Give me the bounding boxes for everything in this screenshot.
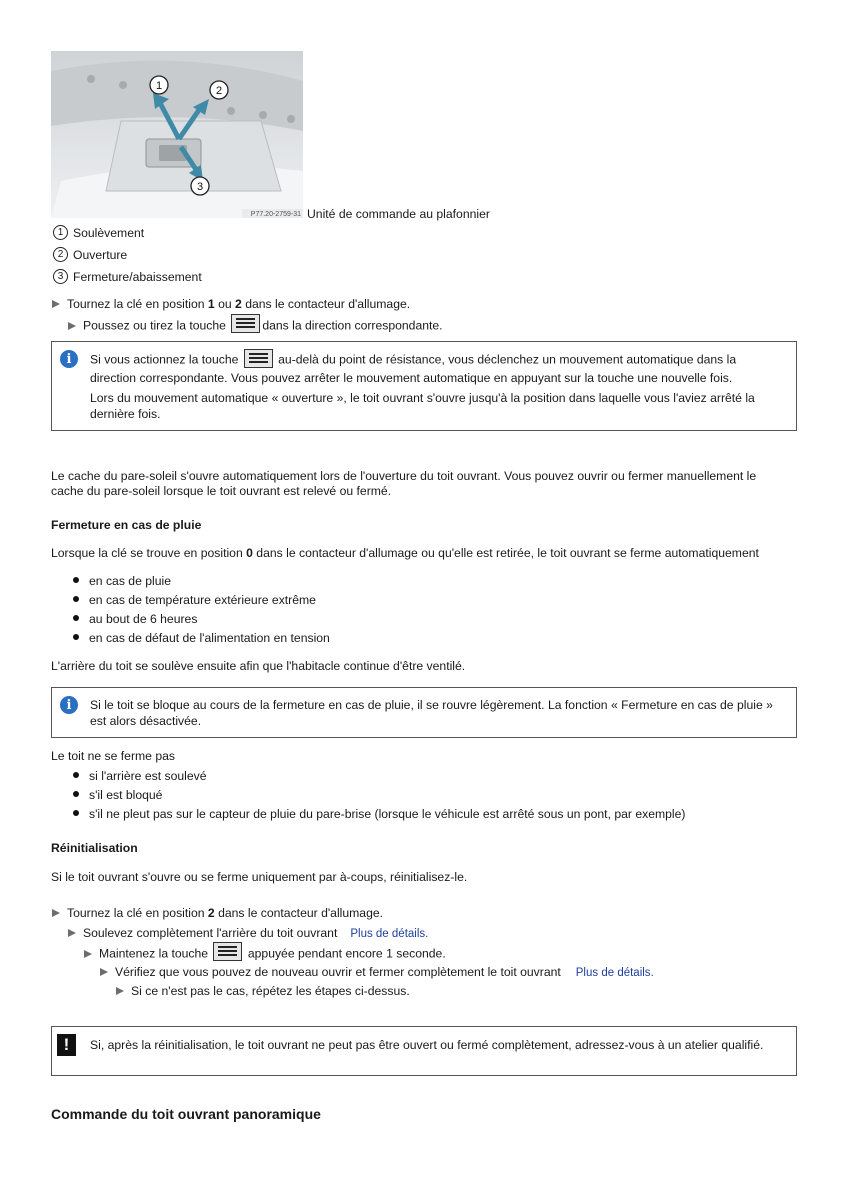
svg-text:2: 2 (215, 85, 223, 97)
info-text-part: Si vous actionnez la touche (90, 352, 242, 367)
number-3-icon: 3 (53, 269, 68, 284)
more-details-link[interactable]: Plus de détails (575, 967, 651, 979)
bullet-dot (73, 615, 79, 621)
sunroof-key-icon (231, 314, 260, 333)
number-1-icon: 1 (53, 225, 68, 240)
bullet-dot (73, 772, 79, 778)
step-arrow-icon (68, 929, 76, 937)
step-text: Maintenez la touche (99, 946, 212, 961)
reset-step-hold-key (84, 945, 446, 964)
list-item: si l'arrière est soulevé (89, 769, 207, 783)
paragraph-sunshade-line2: cache du pare-soleil lorsque le toit ouvrant est relevé ou fermé. (51, 484, 392, 498)
info-text: Si le toit se bloque au cours de la fermeture en cas de pluie, il se rouvre légèrement. La fonction « Fermeture en cas de pluie » est alors désactivée. (90, 698, 773, 728)
step-turn-key (52, 297, 410, 311)
reset-step-verify (100, 965, 654, 979)
warning-text: Si, après la réinitialisation, le toit ouvrant ne peut pas être ouvert ou fermé complètement, adressez-vous à un atelier qualifié. (90, 1038, 764, 1052)
warning-icon: ! (57, 1034, 76, 1056)
step-text: Poussez ou tirez la touche (83, 318, 230, 333)
step-text: Tournez la clé en position (67, 906, 208, 920)
figure-code: P77.20-2759-31 (250, 211, 301, 218)
step-arrow-icon (52, 300, 60, 308)
paragraph-reset: Si le toit ouvrant s'ouvre ou se ferme uniquement par à-coups, réinitialisez-le. (51, 870, 468, 884)
position-value: 0 (246, 546, 253, 560)
roof-control-illustration (51, 51, 303, 218)
paragraph-sunshade-line1: Le cache du pare-soleil s'ouvre automatiquement lors de l'ouverture du toit ouvrant. Vous pouvez ouvrir ou fermer manuellement le (51, 469, 757, 483)
number-2-icon: 2 (53, 247, 68, 262)
legend-item-2 (53, 248, 127, 263)
step-text: dans le contacteur d'allumage. (214, 906, 384, 920)
step-text: Tournez la clé en position (67, 297, 208, 311)
sunroof-key-icon (213, 942, 242, 961)
control-unit-figure (51, 51, 303, 218)
step-arrow-icon (68, 322, 76, 330)
step-text: ou (214, 297, 236, 311)
bullet-dot (73, 596, 79, 602)
legend-item-3 (53, 270, 202, 285)
step-text: Vérifiez que vous pouvez de nouveau ouvrir et fermer complètement le toit ouvrant (115, 965, 561, 979)
info-icon: i (60, 696, 78, 714)
info-text-part: au-delà du point de résistance, vous déclenchez un mouvement automatique dans la direction correspondante. Vous pouvez arrêter le mouvement automatique en appuyant sur la touche une nouvelle fois. (90, 352, 737, 385)
step-text: appuyée pendant encore 1 seconde. (244, 946, 446, 961)
paragraph-text: Lorsque la clé se trouve en position (51, 546, 247, 560)
figure-caption: Unité de commande au plafonnier (307, 207, 490, 221)
heading-reset: Réinitialisation (51, 841, 138, 855)
info-text-second: Lors du mouvement automatique « ouverture », le toit ouvrant s'ouvre jusqu'à la position dans laquelle vous l'aviez arrêté la dernière fois. (90, 391, 755, 421)
bullet-dot (73, 810, 79, 816)
legend-label: Soulèvement (73, 226, 145, 240)
more-details-link[interactable]: Plus de détails (350, 928, 426, 940)
legend-item-1 (53, 226, 144, 241)
list-item: en cas de défaut de l'alimentation en tension (89, 631, 330, 645)
reset-step-turn-key (52, 906, 383, 920)
bullet-dot (73, 577, 79, 583)
paragraph-rain-closing (51, 546, 759, 560)
list-item: s'il est bloqué (89, 788, 163, 802)
step-text: dans le contacteur d'allumage. (241, 297, 411, 311)
reset-step-repeat (116, 984, 410, 998)
list-item: s'il ne pleut pas sur le capteur de pluie du pare-brise (lorsque le véhicule est arrêté sous un pont, par exemple) (89, 807, 686, 821)
heading-panoramic-roof: Commande du toit ouvrant panoramique (51, 1106, 321, 1122)
legend-label: Ouverture (73, 248, 128, 262)
svg-text:3: 3 (196, 181, 204, 193)
step-text: Si ce n'est pas le cas, répétez les étapes ci-dessus. (131, 984, 410, 998)
step-arrow-icon (52, 909, 60, 917)
info-text (90, 351, 778, 386)
info-icon: i (60, 350, 78, 368)
legend-label: Fermeture/abaissement (73, 270, 202, 284)
paragraph-ventilation: L'arrière du toit se soulève ensuite afin que l'habitacle continue d'être ventilé. (51, 659, 466, 673)
step-text: Soulevez complètement l'arrière du toit ouvrant (83, 926, 338, 940)
list-item: en cas de température extérieure extrême (89, 593, 316, 607)
reset-step-raise-rear (68, 926, 428, 940)
info-note-automatic (51, 341, 797, 431)
sunroof-key-icon (244, 349, 273, 368)
step-arrow-icon (100, 968, 108, 976)
step-push-pull (68, 317, 443, 336)
position-value: 2 (207, 906, 215, 920)
position-value: 2 (235, 297, 242, 311)
step-arrow-icon (116, 987, 124, 995)
warning-note-workshop (51, 1026, 797, 1076)
svg-text:1: 1 (155, 80, 163, 92)
position-value: 1 (207, 297, 215, 311)
step-arrow-icon (84, 950, 92, 958)
list-item: en cas de pluie (89, 574, 171, 588)
step-text: dans la direction correspondante. (262, 318, 443, 333)
info-note-rain-block (51, 687, 797, 738)
heading-rain-closing: Fermeture en cas de pluie (51, 518, 202, 532)
list-item: au bout de 6 heures (89, 612, 198, 626)
paragraph-text: dans le contacteur d'allumage ou qu'elle est retirée, le toit ouvrant se ferme automatiquement (252, 546, 759, 560)
paragraph-does-not-close: Le toit ne se ferme pas (51, 749, 175, 763)
link-period: . (425, 928, 429, 940)
bullet-dot (73, 634, 79, 640)
bullet-dot (73, 791, 79, 797)
link-period: . (650, 967, 654, 979)
